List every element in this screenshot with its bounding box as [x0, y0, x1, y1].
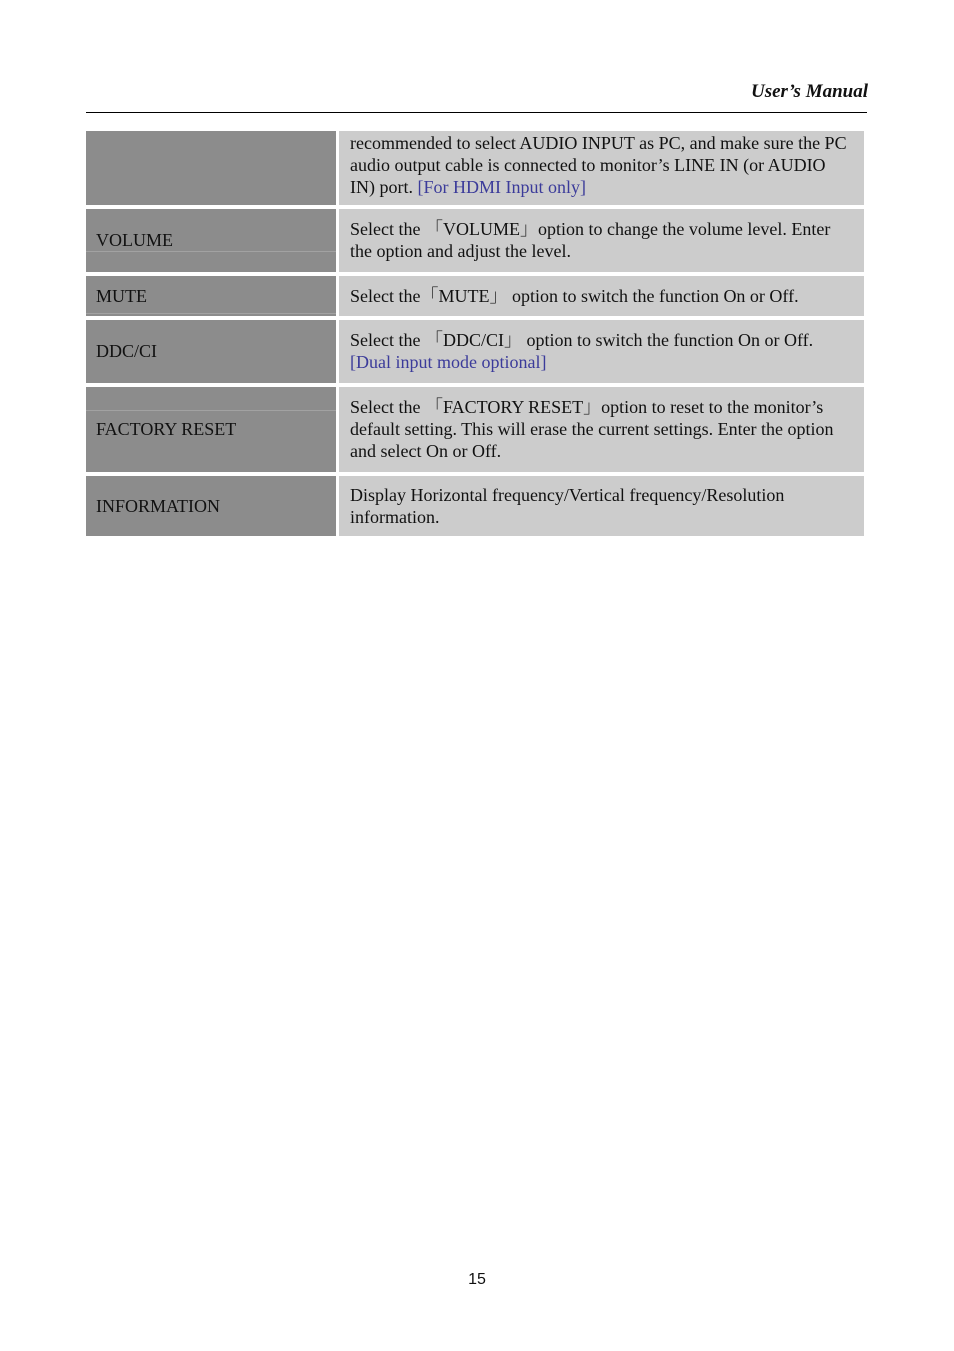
table-row: [86, 476, 864, 536]
function-description: Select the 「FACTORY RESET」option to reset to the monitor’s default setting. This will erase the current settings. Enter the option and select On or Off.: [350, 397, 834, 461]
function-name: FACTORY RESET: [96, 419, 237, 439]
function-name-cell: [86, 476, 336, 536]
table-row: [86, 131, 864, 205]
table-row: [86, 209, 864, 272]
function-description-cell: [339, 131, 864, 205]
function-name: DDC/CI: [96, 341, 158, 361]
function-description-cell: [339, 276, 864, 316]
page-number: 15: [468, 1271, 486, 1288]
function-name-cell: [86, 320, 336, 383]
description-note: [For HDMI Input only]: [417, 177, 586, 197]
function-description: Select the「MUTE」 option to switch the function On or Off.: [350, 285, 799, 306]
osd-function-table: [86, 131, 864, 536]
function-name: VOLUME: [96, 230, 173, 250]
function-description-cell: [339, 320, 864, 383]
function-name-cell: [86, 276, 336, 316]
function-description: [350, 132, 854, 198]
cell-divider: [86, 313, 336, 314]
function-description: Select the 「VOLUME」option to change the volume level. Enter the option and adjust the level.: [350, 219, 831, 261]
function-name: MUTE: [96, 285, 147, 306]
function-name-cell: [86, 209, 336, 272]
cell-divider: [86, 410, 336, 411]
table-row: [86, 276, 864, 316]
table-row: [86, 320, 864, 383]
table-row: [86, 387, 864, 472]
function-name-cell: [86, 131, 336, 205]
function-description-cell: [339, 387, 864, 472]
page-header-title: User’s Manual: [750, 81, 868, 102]
function-name: INFORMATION: [96, 495, 221, 516]
function-description-cell: [339, 209, 864, 272]
function-description: Select the 「DDC/CI」 option to switch the function On or Off.: [350, 330, 814, 350]
header-divider: [86, 112, 867, 113]
description-text: recommended to select AUDIO INPUT as PC, and make sure the PC audio output cable is connected to monitor’s LINE IN (or AUDIO IN) port.: [350, 133, 847, 197]
cell-divider: [86, 251, 336, 252]
function-name-cell: [86, 387, 336, 472]
function-description: Display Horizontal frequency/Vertical frequency/Resolution information.: [350, 484, 785, 527]
function-description-cell: [339, 476, 864, 536]
description-note: [Dual input mode optional]: [350, 352, 547, 372]
